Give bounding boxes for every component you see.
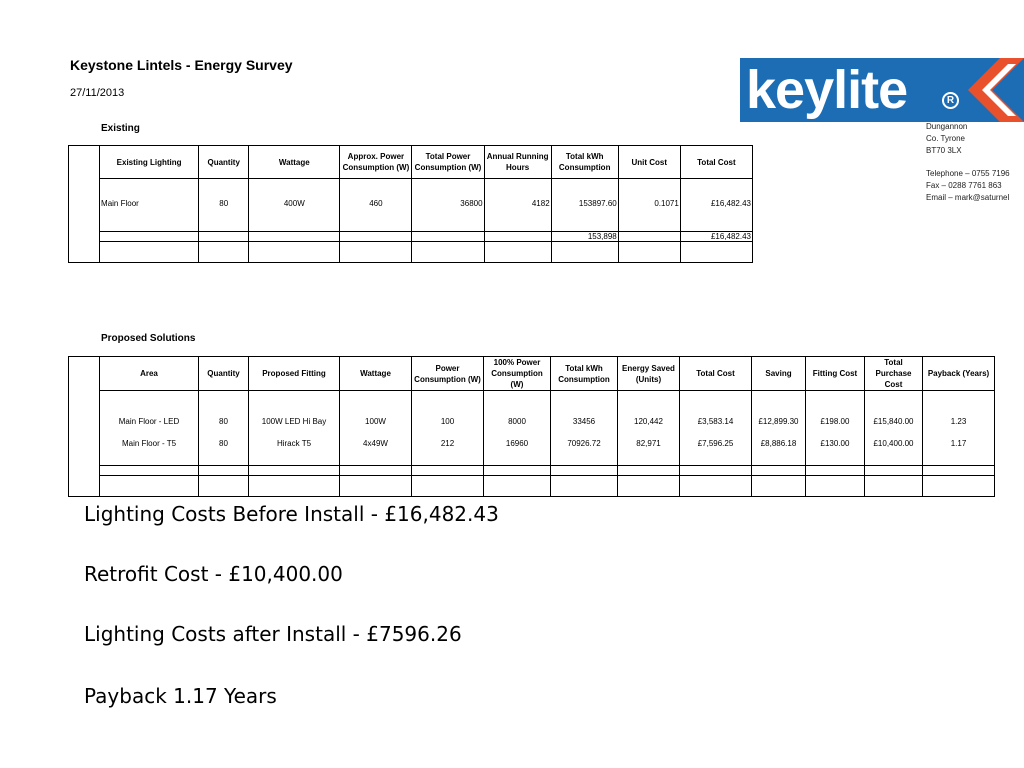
column-header: Total kWh Consumption [551,146,618,179]
table-totals-row [69,232,753,242]
row-stub-cell [69,466,100,476]
empty-cell [199,476,249,497]
contact-fax: Fax – 0288 7761 863 [926,181,1002,190]
table-header-row [69,146,753,179]
purchase-cost-value: £10,400.00 [873,439,914,448]
cell-total-kwh: 153897.60 [551,179,618,232]
contact-line: Dungannon [926,122,968,131]
summary-retrofit-cost: Retrofit Cost - £10,400.00 [84,562,343,586]
document-title: Keystone Lintels - Energy Survey [70,57,293,73]
cell-total-kwh-sum: 153,898 [551,232,618,242]
column-header: Wattage [249,146,340,179]
contact-line: Co. Tyrone [926,134,965,143]
empty-cell [249,476,340,497]
empty-cell [752,466,806,476]
empty-cell [618,232,680,242]
column-header: Area [100,357,199,391]
empty-cell [923,466,995,476]
empty-cell [551,466,618,476]
cell-power-100 [484,391,551,466]
empty-cell [680,466,752,476]
cell-wattage [340,391,412,466]
wattage-value: 4x49W [363,439,388,448]
empty-cell [412,466,484,476]
empty-cell [340,476,412,497]
cell-approx-power: 460 [340,179,412,232]
cell-total-cost [680,391,752,466]
cell-area [100,391,199,466]
empty-cell [618,242,680,263]
existing-lighting-table [68,145,753,263]
column-header: Power Consumption (W) [412,357,484,391]
total-kwh-value: 33456 [572,417,596,426]
logo-chevron-icon [948,58,1024,122]
fitting-value: Hirack T5 [276,439,312,448]
total-cost-value: £7,596.25 [697,439,734,448]
column-header: Total Cost [680,357,752,391]
payback-value: 1.17 [950,439,967,448]
contact-line: BT70 3LX [926,146,962,155]
logo-wordmark: keylite [746,60,908,120]
row-stub-cell [69,179,100,232]
empty-cell [484,242,551,263]
summary-cost-before: Lighting Costs Before Install - £16,482.43 [84,502,499,526]
wattage-value: 100W [365,417,386,426]
cell-wattage: 400W [249,179,340,232]
quantity-value: 80 [219,439,228,448]
empty-cell [100,476,199,497]
total-cost-value: £3,583.14 [697,417,734,426]
empty-cell [618,476,680,497]
empty-cell [340,466,412,476]
energy-saved-value: 120,442 [634,417,663,426]
column-header: Approx. Power Consumption (W) [340,146,412,179]
contact-email[interactable]: Email – mark@saturnel [926,193,1010,202]
cell-existing-lighting: Main Floor [100,179,199,232]
column-header: Annual Running Hours [484,146,551,179]
area-value: Main Floor - T5 [121,439,177,448]
row-stub-cell [69,357,100,391]
payback-value: 1.23 [950,417,967,426]
empty-cell [551,242,618,263]
empty-cell [412,476,484,497]
purchase-cost-value: £15,840.00 [873,417,914,426]
empty-cell [199,232,249,242]
table-row [69,466,995,476]
cell-running-hours: 4182 [484,179,551,232]
empty-cell [249,466,340,476]
proposed-solutions-table [68,356,995,497]
column-header: Existing Lighting [100,146,199,179]
empty-cell [412,242,484,263]
table-row [69,179,753,232]
summary-payback: Payback 1.17 Years [84,684,277,708]
empty-cell [680,476,752,497]
empty-cell [412,232,484,242]
cell-fitting-cost [806,391,865,466]
empty-cell [249,232,340,242]
column-header: Quantity [199,146,249,179]
cell-total-cost: £16,482.43 [680,179,752,232]
empty-cell [340,232,412,242]
empty-cell [484,232,551,242]
empty-cell [484,476,551,497]
fitting-value: 100W LED Hi Bay [261,417,327,426]
column-header: Total Power Consumption (W) [412,146,484,179]
proposed-section-title: Proposed Solutions [101,333,196,344]
energy-saved-value: 82,971 [636,439,661,448]
cell-total-cost-sum: £16,482.43 [680,232,752,242]
column-header: Total kWh Consumption [551,357,618,391]
empty-cell [865,466,923,476]
keylite-logo [740,58,1024,122]
registered-mark: R [942,92,959,109]
empty-cell [484,466,551,476]
empty-cell [199,466,249,476]
cell-total-kwh [551,391,618,466]
table-row [69,242,753,263]
total-kwh-value: 70926.72 [567,439,601,448]
empty-cell [680,242,752,263]
empty-cell [618,466,680,476]
column-header: 100% Power Consumption (W) [484,357,551,391]
cell-fitting [249,391,340,466]
empty-cell [100,242,199,263]
area-value: Main Floor - LED [118,417,180,426]
power-100-value: 8000 [508,417,526,426]
cell-energy-saved [618,391,680,466]
column-header: Payback (Years) [923,357,995,391]
cell-quantity: 80 [199,179,249,232]
empty-cell [752,476,806,497]
empty-cell [100,466,199,476]
empty-cell [806,476,865,497]
column-header: Total Cost [680,146,752,179]
empty-cell [551,476,618,497]
empty-cell [865,476,923,497]
column-header: Proposed Fitting [249,357,340,391]
cell-total-power: 36800 [412,179,484,232]
fitting-cost-value: £198.00 [820,417,850,426]
summary-cost-after: Lighting Costs after Install - £7596.26 [84,622,462,646]
existing-section-title: Existing [101,123,140,134]
column-header: Unit Cost [618,146,680,179]
power-100-value: 16960 [505,439,529,448]
contact-telephone: Telephone – 0755 7196 [926,169,1010,178]
saving-value: £8,886.18 [760,439,797,448]
table-header-row [69,357,995,391]
cell-purchase-cost [865,391,923,466]
fitting-cost-value: £130.00 [820,439,850,448]
row-stub-cell [69,146,100,179]
power-value: 100 [440,417,455,426]
empty-cell [923,476,995,497]
cell-saving [752,391,806,466]
table-row [69,391,995,466]
empty-cell [199,242,249,263]
column-header: Quantity [199,357,249,391]
row-stub-cell [69,242,100,263]
empty-cell [806,466,865,476]
power-value: 212 [440,439,455,448]
column-header: Energy Saved (Units) [618,357,680,391]
row-stub-cell [69,391,100,466]
document-date: 27/11/2013 [70,87,125,99]
saving-value: £12,899.30 [758,417,799,426]
table-row [69,476,995,497]
column-header: Fitting Cost [806,357,865,391]
quantity-value: 80 [219,417,228,426]
cell-quantity [199,391,249,466]
column-header: Wattage [340,357,412,391]
column-header: Saving [752,357,806,391]
column-header: Total Purchase Cost [865,357,923,391]
empty-cell [340,242,412,263]
cell-unit-cost: 0.1071 [618,179,680,232]
row-stub-cell [69,232,100,242]
contact-details [926,121,1010,204]
cell-payback [923,391,995,466]
cell-power [412,391,484,466]
row-stub-cell [69,476,100,497]
empty-cell [249,242,340,263]
empty-cell [100,232,199,242]
